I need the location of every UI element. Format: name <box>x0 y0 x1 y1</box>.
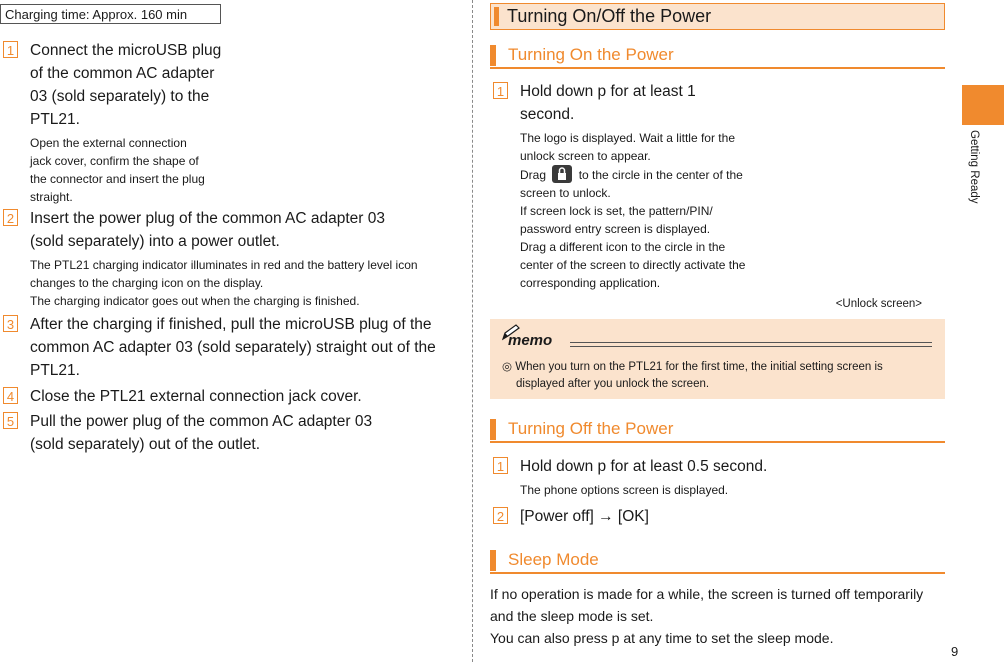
section-title: Turning On/Off the Power <box>490 3 945 30</box>
chapter-label: Getting Ready <box>968 130 980 204</box>
step-note-line: the connector and insert the plug <box>30 172 205 186</box>
left-step-1 <box>3 39 463 206</box>
step-note-line: If screen lock is set, the pattern/PIN/ <box>520 204 713 218</box>
chapter-tab <box>962 85 1004 125</box>
step-number: 1 <box>493 457 508 474</box>
step-note-line: Drag a different icon to the circle in the <box>520 240 726 254</box>
step-title-line: Close the PTL21 external connection jack cover. <box>30 388 362 405</box>
memo-rule <box>570 346 932 347</box>
paragraph-line: If no operation is made for a while, the screen is turned off temporarily <box>490 586 924 602</box>
left-step-4 <box>3 385 463 408</box>
step-title-line: [Power off] → [OK] <box>520 508 649 525</box>
paragraph-line: You can also press p at any time to set the sleep mode. <box>490 630 834 646</box>
subsection-heading-turn-off: Turning Off the Power <box>490 417 945 443</box>
step-note-line: The logo is displayed. Wait a little for the <box>520 131 735 145</box>
column-divider <box>472 0 473 662</box>
step-number: 2 <box>3 209 18 226</box>
step-title-line: Insert the power plug of the common AC adapter 03 <box>30 210 385 227</box>
step-title-line: Hold down p for at least 1 <box>520 83 696 100</box>
step-number: 3 <box>3 315 18 332</box>
left-step-2 <box>3 207 463 310</box>
step-note-line: changes to the charging icon on the display. <box>30 276 264 290</box>
memo-rule <box>570 342 932 343</box>
step-note-line: corresponding application. <box>520 276 661 290</box>
step-title-line: (sold separately) into a power outlet. <box>30 233 280 250</box>
step-note-line: The phone options screen is displayed. <box>520 483 729 497</box>
step-note-line: screen to unlock. <box>520 186 611 200</box>
step-note-line: The charging indicator goes out when the charging is finished. <box>30 294 360 308</box>
step-title-line: second. <box>520 106 575 123</box>
step-note-line: center of the screen to directly activate the <box>520 258 746 272</box>
step-title-line: PTL21. <box>30 362 80 379</box>
step-note-line: Open the external connection <box>30 136 187 150</box>
left-step-3 <box>3 313 463 382</box>
turn-off-step-2 <box>493 505 943 528</box>
step-note-line: The PTL21 charging indicator illuminates in red and the battery level icon <box>30 258 418 272</box>
subsection-heading-turn-on: Turning On the Power <box>490 43 945 69</box>
memo-box <box>490 319 945 399</box>
step-number: 2 <box>493 507 508 524</box>
subsection-heading-sleep-mode: Sleep Mode <box>490 548 945 574</box>
paragraph-line: and the sleep mode is set. <box>490 608 654 624</box>
memo-label: memo <box>508 332 553 349</box>
step-title-line: PTL21. <box>30 111 80 128</box>
step-title-line: After the charging if finished, pull the microUSB plug of the <box>30 316 432 333</box>
step-title-line: Pull the power plug of the common AC adapter 03 <box>30 413 373 430</box>
step-note-line <box>520 165 943 184</box>
turn-on-step-1 <box>493 80 943 292</box>
step-title-line: common AC adapter 03 (sold separately) straight out of the <box>30 339 436 356</box>
drag-text: Drag <box>520 168 547 182</box>
step-number: 5 <box>3 412 18 429</box>
page-number: 9 <box>951 644 959 659</box>
lock-icon <box>552 165 572 183</box>
unlock-screen-caption: <Unlock screen> <box>835 298 922 310</box>
step-note-line: straight. <box>30 190 73 204</box>
memo-text-line: ◎ When you turn on the PTL21 for the first time, the initial setting screen is <box>502 361 883 373</box>
step-title-line: 03 (sold separately) to the <box>30 88 210 105</box>
step-title-line: (sold separately) out of the outlet. <box>30 436 261 453</box>
drag-text-rest: to the circle in the center of the <box>578 168 743 182</box>
step-title-line: Hold down p for at least 0.5 second. <box>520 458 768 475</box>
step-number: 4 <box>3 387 18 404</box>
left-step-5 <box>3 410 463 456</box>
step-note-line: password entry screen is displayed. <box>520 222 711 236</box>
sleep-mode-text <box>490 583 945 649</box>
step-number: 1 <box>3 41 18 58</box>
step-title-line: of the common AC adapter <box>30 65 215 82</box>
step-note-line: jack cover, confirm the shape of <box>30 154 199 168</box>
step-title-line: Connect the microUSB plug <box>30 42 222 59</box>
turn-off-step-1 <box>493 455 943 499</box>
charging-time-box: Charging time: Approx. 160 min <box>0 4 221 24</box>
step-number: 1 <box>493 82 508 99</box>
memo-text-line: displayed after you unlock the screen. <box>516 378 710 390</box>
step-note-line: unlock screen to appear. <box>520 149 651 163</box>
